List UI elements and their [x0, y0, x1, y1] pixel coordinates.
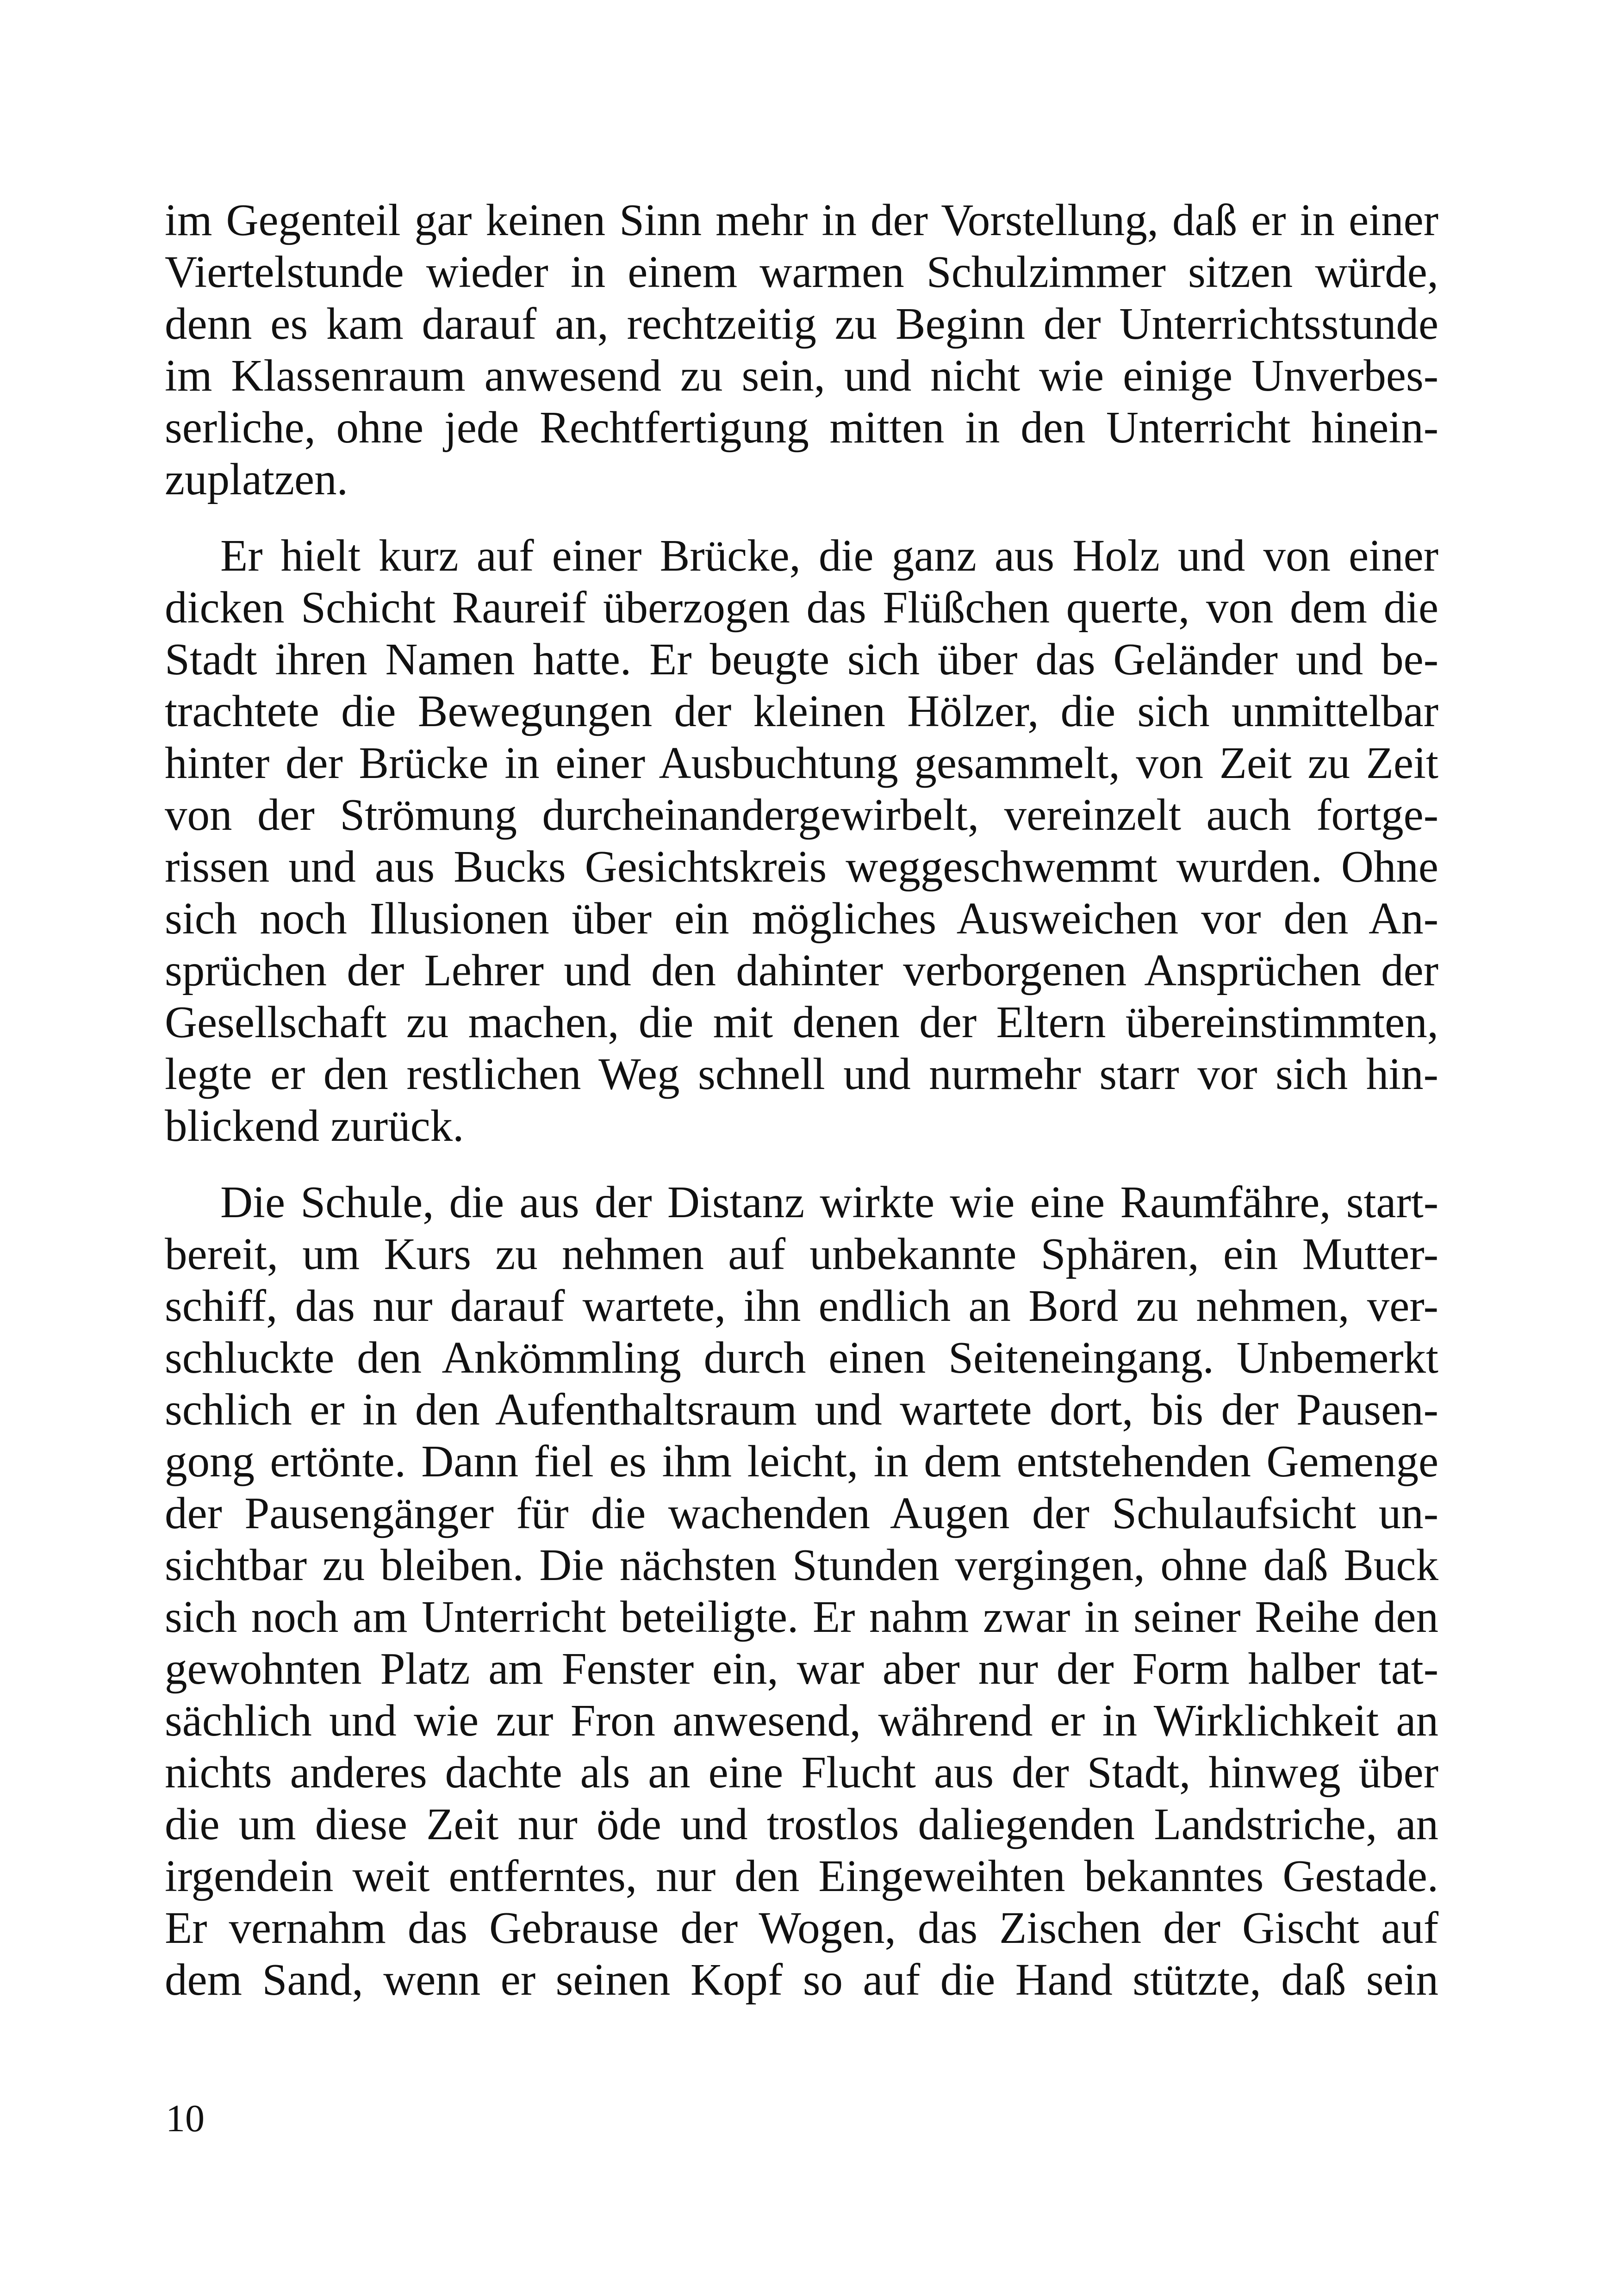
paragraph — [165, 1176, 1438, 2006]
text-line: denn es kam darauf an, rechtzeitig zu Beginn der Unterrichtsstunde — [165, 299, 1438, 348]
text-line: blickend zurück. — [165, 1101, 464, 1151]
text-line: der Pausengänger für die wachenden Augen der Schulaufsicht un- — [165, 1488, 1438, 1538]
text-line: im Klassenraum anwesend zu sein, und nicht wie einige Unverbes- — [165, 351, 1438, 400]
text-line: sächlich und wie zur Fron anwesend, während er in Wirklichkeit an — [165, 1696, 1438, 1745]
text-line: dicken Schicht Raureif überzogen das Flüßchen querte, von dem die — [165, 583, 1438, 632]
text-line: gewohnten Platz am Fenster ein, war aber nur der Form halber tat- — [165, 1644, 1438, 1693]
text-line: sprüchen der Lehrer und den dahinter verborgenen Ansprüchen der — [165, 946, 1438, 995]
page-number: 10 — [166, 2097, 205, 2140]
text-line: von der Strömung durcheinandergewirbelt, vereinzelt auch fortge- — [165, 790, 1438, 840]
paragraph — [165, 530, 1438, 1152]
text-line: hinter der Brücke in einer Ausbuchtung gesammelt, von Zeit zu Zeit — [165, 738, 1438, 788]
text-line: gong ertönte. Dann fiel es ihm leicht, in dem entstehenden Gemenge — [165, 1437, 1438, 1486]
text-line: Gesellschaft zu machen, die mit denen der Eltern übereinstimmten, — [165, 997, 1438, 1047]
paragraph — [165, 194, 1438, 505]
text-line: sich noch am Unterricht beteiligte. Er nahm zwar in seiner Reihe den — [165, 1592, 1438, 1642]
text-line: legte er den restlichen Weg schnell und nurmehr starr vor sich hin- — [165, 1049, 1438, 1099]
text-line: bereit, um Kurs zu nehmen auf unbekannte Sphären, ein Mutter- — [165, 1229, 1438, 1279]
text-line: Viertelstunde wieder in einem warmen Schulzimmer sitzen würde, — [165, 247, 1438, 297]
text-line: nichts anderes dachte als an eine Flucht aus der Stadt, hinweg über — [165, 1748, 1438, 1797]
text-line: Die Schule, die aus der Distanz wirkte wie eine Raumfähre, start- — [220, 1177, 1438, 1227]
text-line: Er vernahm das Gebrause der Wogen, das Zischen der Gischt auf — [165, 1903, 1438, 1953]
text-line: zuplatzen. — [165, 454, 348, 504]
text-line: rissen und aus Bucks Gesichtskreis weggeschwemmt wurden. Ohne — [165, 842, 1438, 891]
text-line: trachtete die Bewegungen der kleinen Hölzer, die sich unmittelbar — [165, 686, 1438, 736]
text-line: schluckte den Ankömmling durch einen Seiteneingang. Unbemerkt — [165, 1333, 1438, 1382]
text-line: schiff, das nur darauf wartete, ihn endlich an Bord zu nehmen, ver- — [165, 1281, 1438, 1331]
text-line: sich noch Illusionen über ein mögliches Ausweichen vor den An- — [165, 894, 1438, 943]
body-text — [165, 194, 1438, 2006]
text-line: im Gegenteil gar keinen Sinn mehr in der Vorstellung, daß er in einer — [165, 195, 1438, 245]
text-line: schlich er in den Aufenthaltsraum und wartete dort, bis der Pausen- — [165, 1385, 1438, 1434]
text-line: serliche, ohne jede Rechtfertigung mitten in den Unterricht hinein- — [165, 403, 1438, 452]
text-line: dem Sand, wenn er seinen Kopf so auf die Hand stützte, daß sein — [165, 1955, 1438, 2004]
text-line: sichtbar zu bleiben. Die nächsten Stunden vergingen, ohne daß Buck — [165, 1540, 1438, 1590]
text-line: irgendein weit entferntes, nur den Eingeweihten bekanntes Gestade. — [165, 1851, 1438, 1901]
text-line: Er hielt kurz auf einer Brücke, die ganz aus Holz und von einer — [220, 531, 1438, 580]
text-line: die um diese Zeit nur öde und trostlos daliegenden Landstriche, an — [165, 1799, 1438, 1849]
text-line: Stadt ihren Namen hatte. Er beugte sich über das Geländer und be- — [165, 635, 1438, 684]
